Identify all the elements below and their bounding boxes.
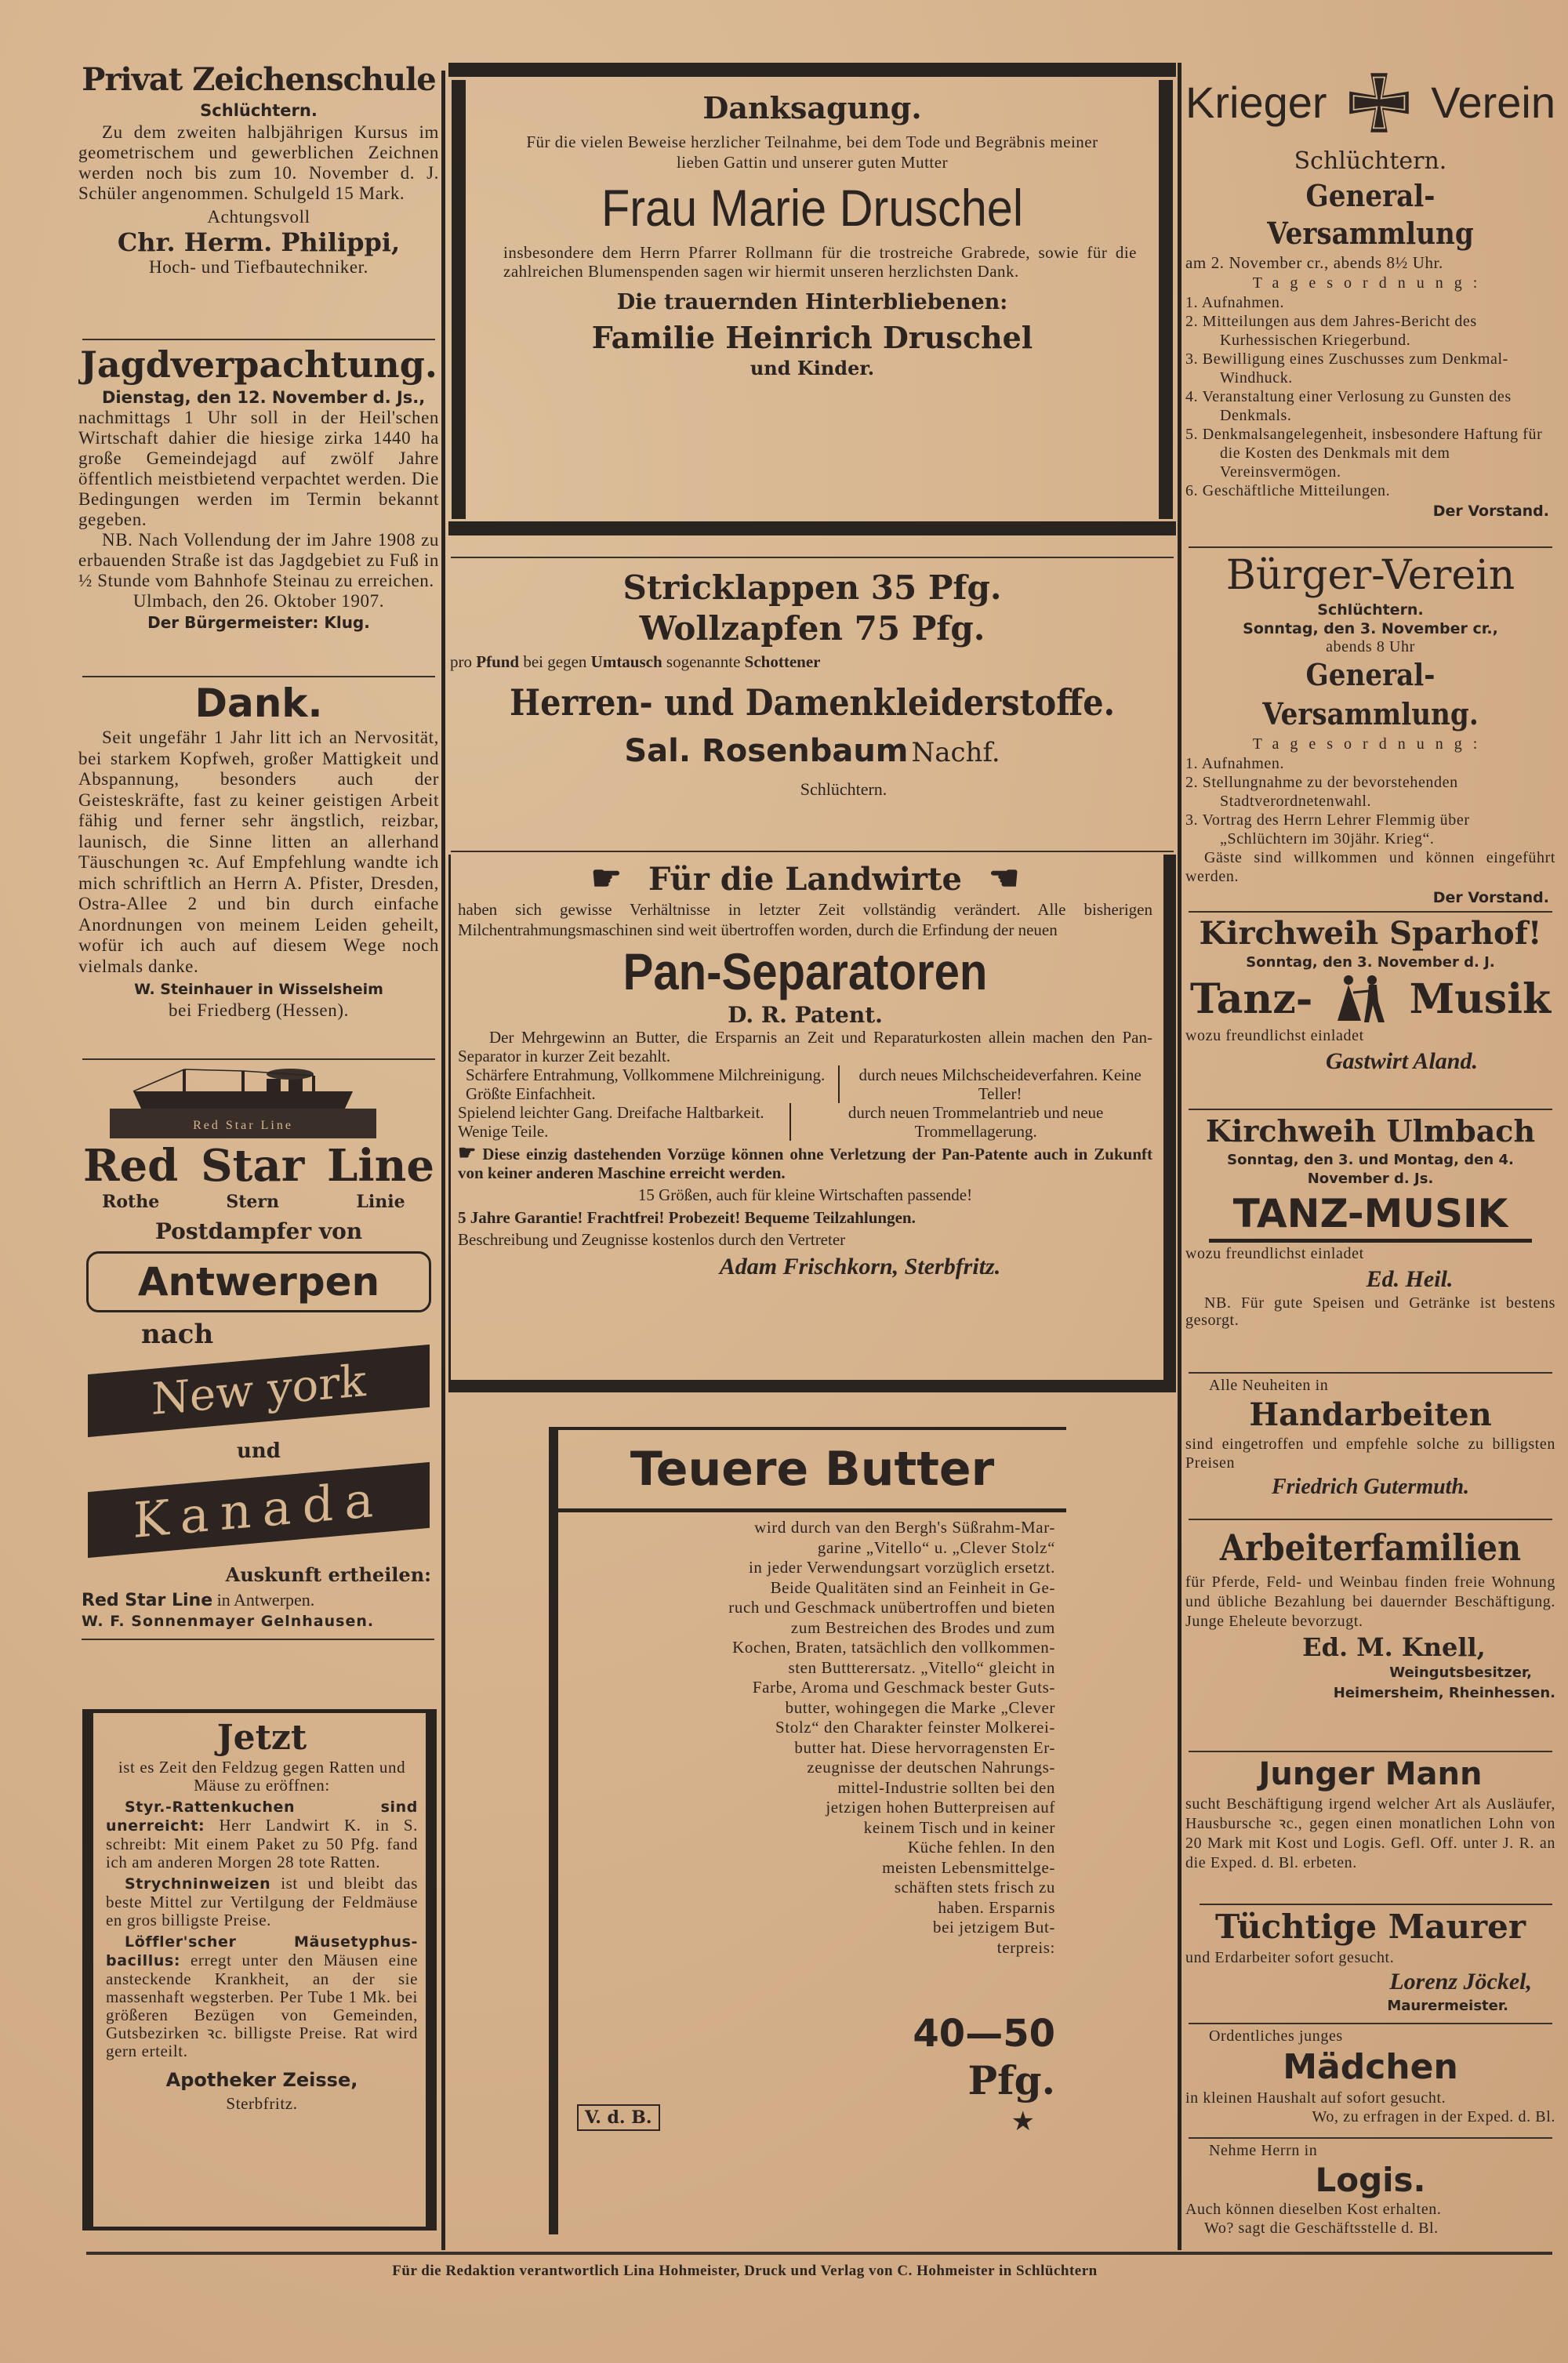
logo-group-line <box>327 1140 434 1212</box>
agenda-item: 1. Aufnahmen. <box>1185 294 1285 311</box>
box-border-bottom <box>448 521 1176 535</box>
ad-title: Arbeiterfamilien <box>1219 1526 1522 1569</box>
box-border-right <box>426 1713 437 2227</box>
ad-butter-box <box>549 1427 1066 2234</box>
agent-line-2: W. F. Sonnenmayer Gelnhausen. <box>82 1613 375 1630</box>
ad-place: Schlüchtern. <box>200 101 318 120</box>
ad-pre: Ordentliches junges <box>1209 2027 1343 2045</box>
agenda-item: 2. Mitteilungen aus dem Jahres-Bericht des Kurhessischen Kriegerbund. <box>1185 313 1477 349</box>
text-bold: Pfund <box>476 652 520 671</box>
ad-text: Seit ungefähr 1 Jahr litt ich an Nervosität, bei starkem Kopfweh, großer Mattigkeit und Abspannung, besonders auch der Geisteskräfte, fast zu keiner geistigen Arbeit fähig und ferner sehr ängstlich, reizbar, launisch, die Sinne litten an allerhand Täuschungen ꝛc. Auf Empfehlung wandte ich mich schriftlich an Herrn A. Pfister, Dresden, Ostra-Allee 2 und bin durch einfache Anordnungen von meinem Leiden geheilt, wofür ich auch auf diesem Wege noch vielmals danke. <box>78 728 439 976</box>
pointing-hand-left-icon: ☚ <box>988 858 1020 898</box>
ad-time: abends 8 Uhr <box>1326 638 1415 655</box>
text-line: sten Buttterersatz. „Vitello“ gleicht in <box>788 1657 1055 1677</box>
ad-role: Maurermeister. <box>1387 1998 1508 2014</box>
agenda-list <box>1185 293 1555 500</box>
ad-text: und Erdarbeiter sofort gesucht. <box>1185 1949 1395 1966</box>
text: bei gegen <box>523 652 587 671</box>
product-name: Löffler'scher Mäusetyphus-bacillus: <box>106 1933 418 1969</box>
ad-paragraph <box>106 1933 418 2060</box>
ad-meeting: General-Versammlung <box>1267 178 1474 251</box>
ad-note: NB. Nach Vollendung der im Jahre 1908 zu erbauenden Straße ist das Jagdgebiet zu Fuß in ½ Stunde vom Bahnhofe Steinau zu erreichen. <box>78 530 439 590</box>
logo-sub-stern: Stern <box>226 1192 279 1212</box>
ad-place: Sterbfritz. <box>226 2094 298 2113</box>
ad-invite: wozu freundlichst einladet <box>1185 1027 1364 1044</box>
ad-text: in kleinen Haushalt auf sofort gesucht. <box>1185 2089 1446 2107</box>
ad-signature: Der Vorstand. <box>1432 889 1549 906</box>
ad-notice <box>458 1144 1152 1182</box>
column-divider-right <box>1178 63 1181 2250</box>
family-children: und Kinder. <box>750 357 875 379</box>
ad-maedchen <box>1185 2026 1555 2136</box>
divider <box>451 557 1174 558</box>
ad-red-star-line <box>78 1062 439 1704</box>
text: sogenannte <box>666 652 741 671</box>
ad-title-right: Verein <box>1431 78 1555 127</box>
origin-banner: Antwerpen <box>86 1251 431 1312</box>
ad-brochure: Beschreibung und Zeugnisse kostenlos durch den Vertreter <box>458 1230 846 1249</box>
ad-title: Teuere Butter <box>558 1430 1066 1512</box>
price-unit: Pfg. <box>967 2057 1055 2103</box>
text-line: terpreis: <box>996 1937 1055 1957</box>
ad-text: Auch können dieselben Kost erhalten. <box>1185 2201 1442 2218</box>
musik-word: Musik <box>1409 975 1551 1023</box>
exchange-line <box>448 648 1176 675</box>
tanz-word: Tanz- <box>1190 975 1313 1023</box>
logo-word-red: Red <box>83 1140 179 1192</box>
product-text: erregt unter den Mäusen eine ansteckende Krankheit, an der sie massenhaft wegsterben. Per Tube 1 Mk. bei größeren Bezügen von Gemeinden, Gutsbezirken ꝛc. billigste Preise. Rat wird gern erteilt. <box>106 1951 418 2060</box>
ship-caption: Red Star Line <box>193 1119 293 1132</box>
ad-title: Junger Mann <box>1258 1756 1483 1792</box>
ad-pre: Alle Neuheiten in <box>1209 1377 1329 1394</box>
price-line-1: Stricklappen 35 Pfg. <box>622 568 1002 607</box>
agent-place: in Antwerpen. <box>216 1590 315 1610</box>
ad-intro: ist es Zeit den Feldzug gegen Ratten und Mäuse zu eröffnen: <box>118 1758 406 1795</box>
ad-jetzt-box <box>82 1709 437 2231</box>
box-border-left <box>448 855 451 1388</box>
und-label: und <box>237 1439 281 1463</box>
ad-greeting: Achtungsvoll <box>207 207 310 227</box>
box-border-left <box>452 80 466 519</box>
box-border-top <box>448 63 1176 77</box>
text-line: zum Bestreichen des Brodes und zum <box>790 1617 1055 1637</box>
ad-name: Lorenz Jöckel, <box>1389 1969 1532 1995</box>
divider <box>82 676 435 677</box>
agenda-item: 1. Aufnahmen. <box>1185 755 1285 772</box>
ad-date: Dienstag, den 12. November d. Js., <box>102 388 426 407</box>
ad-title: Handarbeiten <box>1249 1396 1492 1433</box>
text-line: Farbe, Aroma und Geschmack bester Guts- <box>752 1678 1055 1697</box>
postdampfer-label: Postdampfer von <box>154 1218 363 1244</box>
text-line: butter hat. Diese hervorragensten Er- <box>794 1737 1055 1757</box>
headline: Herren- und Damenkleiderstoffe. <box>509 681 1116 724</box>
divider <box>1189 1372 1552 1374</box>
ad-title: Dank. <box>194 681 323 726</box>
ad-junger-mann <box>1185 1754 1555 1903</box>
ad-host: Gastwirt Aland. <box>1326 1048 1478 1074</box>
product-text: Herr Landwirt K. in S. schreibt: Mit einem Paket zu 50 Pfg. fand ich am anderen Morgen 28 tote Ratten. <box>106 1816 418 1871</box>
ad-title: Für die Landwirte <box>648 861 963 898</box>
divider <box>1189 1519 1552 1520</box>
pointing-hand-right-icon: ☛ <box>458 1142 477 1164</box>
divider <box>1189 1751 1552 1752</box>
text-line: keinem Tisch und in keiner <box>863 1817 1055 1837</box>
ad-date: am 2. November cr., abends 8½ Uhr. <box>1185 253 1443 272</box>
box-border-left <box>82 1713 93 2227</box>
ad-dateline: Ulmbach, den 26. Oktober 1907. <box>132 591 385 611</box>
logo-sub-rothe: Rothe <box>102 1192 160 1212</box>
agent-name: Red Star Line <box>82 1591 213 1610</box>
ad-note: NB. Für gute Speisen und Getränke ist bestens gesorgt. <box>1185 1294 1555 1329</box>
ad-handarbeiten <box>1185 1375 1555 1518</box>
text-line: in jeder Verwendungsart vorzüglich ersetzt. <box>748 1558 1055 1577</box>
notice-text: Diese einzig dastehenden Vorzüge können ohne Verletzung der Pan-Patente auch in Zukunft von keiner anderen Maschine erreicht werden. <box>458 1145 1153 1182</box>
agenda-label: Tagesordnung: <box>1252 274 1489 292</box>
ad-where: Wo, zu erfragen in der Exped. d. Bl. <box>1312 2108 1555 2125</box>
ad-title: Tüchtige Maurer <box>1215 1907 1526 1946</box>
ad-title: Mädchen <box>1283 2047 1458 2087</box>
family-name: Familie Heinrich Druschel <box>591 320 1033 355</box>
agenda-item: 5. Denkmalsangelegenheit, insbesondere Haftung für die Kosten des Denkmals mit dem Vereinsvermögen. <box>1185 426 1543 481</box>
divider <box>451 851 1174 852</box>
firm-place: Schlüchtern. <box>800 779 887 799</box>
agenda-label: Tagesordnung: <box>1252 735 1489 753</box>
ad-date: Sonntag, den 3. und Montag, den 4. November d. Js. <box>1227 1152 1514 1187</box>
logo-group-star <box>201 1140 304 1212</box>
ad-paragraph <box>106 1798 418 1871</box>
feature-row <box>458 1103 1152 1141</box>
agenda-list <box>1185 754 1555 848</box>
agenda-item: 2. Stellungnahme zu der bevorstehenden Stadtverordnetenwahl. <box>1185 774 1458 810</box>
star-icon: ★ <box>1011 2107 1035 2136</box>
product-text: ist und bleibt das beste Mittel zur Vertilgung der Feldmäuse en gros billigste Preise. <box>106 1874 418 1929</box>
tanz-musik-row <box>1185 972 1555 1025</box>
agent-line-1 <box>82 1590 314 1611</box>
product-patent: D. R. Patent. <box>728 1002 883 1028</box>
ad-title-row <box>458 859 1152 899</box>
text-line: Kochen, Braten, tatsächlich den vollkommen- <box>732 1638 1055 1657</box>
ad-host: Ed. Heil. <box>1366 1266 1454 1292</box>
ad-title-row <box>1185 60 1555 146</box>
mourners-label: Die trauernden Hinterbliebenen: <box>616 290 1008 314</box>
ad-title: Bürger-Verein <box>1225 552 1515 599</box>
ad-text: sucht Beschäftigung irgend welcher Art als Ausläufer, Hausbursche ꝛc., gegen einen monatlichen Lohn von 20 Mark mit Kost und Logis. Gefl. Off. unter J. R. an die Exped. d. Bl. erbeten. <box>1185 1795 1555 1871</box>
feature-right: durch neuen Trommelantrieb und neue Trommellagerung. <box>848 1103 1104 1141</box>
ad-place: bei Friedberg (Hessen). <box>169 1000 349 1020</box>
ad-agent: Adam Frischkorn, Sterbfritz. <box>719 1254 1001 1280</box>
ad-text: insbesondere dem Herrn Pfarrer Rollmann für die trostreiche Grabrede, sowie für die zahlreichen Blumenspenden sagen wir hiermit unseren herzlichsten Dank. <box>503 243 1137 281</box>
ad-date: Sonntag, den 3. November cr., <box>1243 620 1498 637</box>
ad-place: Schlüchtern. <box>1317 601 1424 619</box>
ad-guests: Gäste sind willkommen und können eingeführt werden. <box>1185 849 1555 885</box>
ad-title: Kirchweih Sparhof! <box>1199 915 1542 952</box>
divider <box>82 339 435 340</box>
steamship-illustration <box>110 1068 376 1138</box>
ad-signature: Der Bürgermeister: Klug. <box>147 613 370 632</box>
ad-signature: Apotheker Zeisse, <box>165 2069 358 2091</box>
ad-text: nachmittags 1 Uhr soll in der Heil'schen Wirtschaft dahier die hiesige zirka 1440 ha große Gemeindejagd auf zwölf Jahre öffentlich meistbietend verpachtet werden. Die Bedingungen werden im Termin bekannt gegeben. <box>78 408 439 529</box>
auskunft-label: Auskunft ertheilen: <box>225 1563 431 1586</box>
text-line: ruch und Geschmack unübertroffen und bieten <box>728 1598 1055 1617</box>
ad-role: Weingutsbesitzer, <box>1389 1664 1532 1681</box>
divider <box>82 1058 435 1060</box>
price-line-2: Wollzapfen 75 Pfg. <box>639 609 985 648</box>
ad-sizes: 15 Größen, auch für kleine Wirtschaften passende! <box>637 1185 973 1204</box>
ad-invite: wozu freundlichst einladet <box>1185 1245 1364 1262</box>
ad-pre: Nehme Herrn in <box>1209 2142 1318 2159</box>
ad-intro: haben sich gewisse Verhältnisse in letzter Zeit vollständig verändert. Alle bisherigen Milchentrahmungsmaschinen sind weit übertroffen worden, durch die Erfindung der neuen <box>458 900 1152 939</box>
ad-place: Heimersheim, Rheinhessen. <box>1333 1685 1555 1701</box>
text-line: bei jetzigem But- <box>933 1918 1055 1936</box>
text-line: butter, wohingegen die Marke „Clever <box>785 1697 1055 1717</box>
text-line: haben. Ersparnis <box>938 1897 1055 1917</box>
ad-name: Ed. M. Knell, <box>1302 1632 1486 1662</box>
ad-stricklappen <box>448 561 1176 847</box>
ad-date: Sonntag, den 3. November d. J. <box>1246 954 1495 971</box>
firm-name: Sal. Rosenbaum <box>624 733 909 769</box>
text-bold: Schottener <box>744 652 821 671</box>
iron-cross-icon <box>1344 67 1414 138</box>
ad-zeichenschule <box>78 61 439 336</box>
ad-title: Kirchweih Ulmbach <box>1205 1113 1536 1149</box>
ad-profession: Hoch- und Tiefbautechniker. <box>148 257 368 277</box>
box-border-right <box>1159 80 1173 519</box>
text-line: garine „Vitello“ u. „Clever Stolz“ <box>817 1537 1055 1557</box>
ad-arbeiterfamilien <box>1185 1523 1555 1750</box>
ad-title: Jagdverpachtung. <box>80 343 437 386</box>
ad-text: Der Mehrgewinn an Butter, die Ersparnis an Zeit und Reparaturkosten allein machen den Pan-Separator in kurzer Zeit bezahlt. <box>458 1028 1152 1065</box>
text-line: Beide Qualitäten sind an Feinheit in Ge- <box>770 1577 1055 1597</box>
ad-text: sind eingetroffen und empfehle solche zu billigsten Preisen <box>1185 1436 1555 1472</box>
ad-where: Wo? sagt die Geschäftsstelle d. Bl. <box>1204 2220 1439 2237</box>
divider <box>1189 2023 1552 2024</box>
text-line: wird durch van den Bergh's Süßrahm-Mar- <box>754 1518 1055 1537</box>
nach-label: nach <box>141 1319 214 1350</box>
text-bold: Umtausch <box>590 652 662 671</box>
text-line: meisten Lebensmittelge- <box>882 1857 1055 1877</box>
feature-row <box>458 1065 1152 1103</box>
ad-guarantee: 5 Jahre Garantie! Frachtfrei! Probezeit! Bequeme Teilzahlungen. <box>458 1208 916 1227</box>
maker-mark: V. d. B. <box>577 2104 660 2131</box>
text-line: jetzigen hohen Butterpreisen auf <box>826 1798 1055 1817</box>
ad-maurer <box>1185 1907 1555 2021</box>
ad-place: Schlüchtern. <box>1294 147 1447 175</box>
ad-text: für Pferde, Feld- und Weinbau finden freie Wohnung und übliche Bezahlung bei dauernder Beschäftigung. Junge Eheleute bevorzugt. <box>1185 1574 1555 1630</box>
logo-word-line: Line <box>327 1140 434 1192</box>
ad-dank <box>78 679 439 1055</box>
ad-logis <box>1185 2140 1555 2250</box>
ad-meeting: General-Versammlung. <box>1262 657 1479 731</box>
deceased-name: Frau Marie Druschel <box>601 179 1024 237</box>
text-line: schäften stets frisch zu <box>894 1878 1055 1897</box>
firm-suffix: Nachf. <box>911 737 1000 768</box>
ad-headline: TANZ-MUSIK <box>1209 1189 1532 1243</box>
ad-intro: Für die vielen Beweise herzlicher Teilnahme, bei dem Tode und Begräbnis meiner lieben Gattin und unserer guten Mutter <box>526 132 1098 172</box>
agenda-item: 3. Bewilligung eines Zuschusses zum Denkmal-Windhuck. <box>1185 350 1508 387</box>
ad-title: Privat Zeichenschule <box>82 61 436 98</box>
agenda-item: 4. Veranstaltung einer Verlosung zu Gunsten des Denkmals. <box>1185 388 1512 424</box>
ad-danksagung-box <box>448 63 1176 541</box>
agenda-item: 6. Geschäftliche Mitteilungen. <box>1185 482 1391 499</box>
destination-banner-kanada: Kanada <box>88 1462 430 1558</box>
box-border-right <box>1163 855 1176 1388</box>
ad-title: Logis. <box>1315 2161 1426 2199</box>
divider <box>1189 546 1552 548</box>
destination-banner-newyork: New york <box>88 1345 430 1437</box>
logo-word-star: Star <box>201 1140 305 1192</box>
ad-krieger-verein <box>1185 60 1555 544</box>
ad-text: Zu dem zweiten halbjährigen Kursus im geometrischem und gewerblichen Zeichnen werden noch bis zum 10. November d. J. Schüler angenommen. Schulgeld 15 Mark. <box>78 122 439 203</box>
ad-signature: Der Vorstand. <box>1432 503 1549 520</box>
price: 40—50 <box>913 2012 1055 2056</box>
feature-left: Schärfere Entrahmung, Vollkommene Milchreinigung. Größte Einfachheit. <box>458 1065 840 1103</box>
product-name: Strychninweizen <box>125 1875 271 1893</box>
divider <box>1189 2137 1552 2139</box>
pointing-hand-right-icon: ☛ <box>590 858 622 898</box>
firm-line <box>448 730 1176 779</box>
column-divider-left <box>441 71 445 2250</box>
dancing-couple-icon <box>1330 974 1392 1024</box>
ad-name: Friedrich Gutermuth. <box>1271 1475 1470 1499</box>
ad-name: Chr. Herm. Philippi, <box>117 227 401 257</box>
footer-imprint: Für die Redaktion verantwortlich Lina Hohmeister, Druck und Verlag von C. Hohmeister in Schlüchtern <box>392 2263 1098 2279</box>
agenda-item: 3. Vortrag des Herrn Lehrer Flemmig über „Schlüchtern im 30jähr. Krieg“. <box>1185 811 1470 848</box>
logo-group-red <box>83 1140 178 1212</box>
ad-kirchweih-ulmbach <box>1185 1112 1555 1374</box>
ad-title: Danksagung. <box>702 90 922 125</box>
ad-paragraph <box>106 1875 418 1929</box>
text-line: Stolz“ den Charakter feinster Molkerei- <box>775 1718 1055 1737</box>
ad-signature: W. Steinhauer in Wisselsheim <box>134 981 383 998</box>
divider <box>82 1639 434 1640</box>
text-line: zeugnisse der deutschen Nahrungs- <box>807 1758 1055 1777</box>
divider <box>1200 1904 1552 1905</box>
feature-left: Spielend leichter Gang. Dreifache Haltbarkeit. Wenige Teile. <box>458 1103 791 1141</box>
ad-jagdverpachtung <box>78 342 439 673</box>
box-border-bottom <box>448 1380 1176 1392</box>
text: pro <box>450 652 472 671</box>
footer-rule <box>86 2252 1552 2255</box>
product-name: Styr.-Rattenkuchen sind unerreicht: <box>106 1799 418 1835</box>
logo-sub-linie: Linie <box>356 1192 405 1212</box>
text-line: Küche fehlen. In den <box>907 1838 1055 1857</box>
ad-title: Jetzt <box>216 1718 307 1758</box>
ad-text <box>577 1518 1055 1958</box>
divider <box>1189 1109 1552 1110</box>
red-star-line-logo <box>78 1140 439 1215</box>
ad-buerger-verein <box>1185 550 1555 909</box>
divider <box>1189 911 1552 913</box>
feature-right: durch neues Milchscheideverfahren. Keine Teller! <box>858 1065 1142 1103</box>
ad-landwirte-box <box>448 855 1176 1407</box>
ad-title-left: Krieger <box>1185 78 1327 127</box>
ad-kirchweih-sparhof <box>1185 914 1555 1107</box>
text-line: mittel-Industrie sollten bei den <box>837 1777 1055 1797</box>
box-border-left <box>549 1430 558 2234</box>
product-name: Pan-Separatoren <box>622 942 988 1000</box>
